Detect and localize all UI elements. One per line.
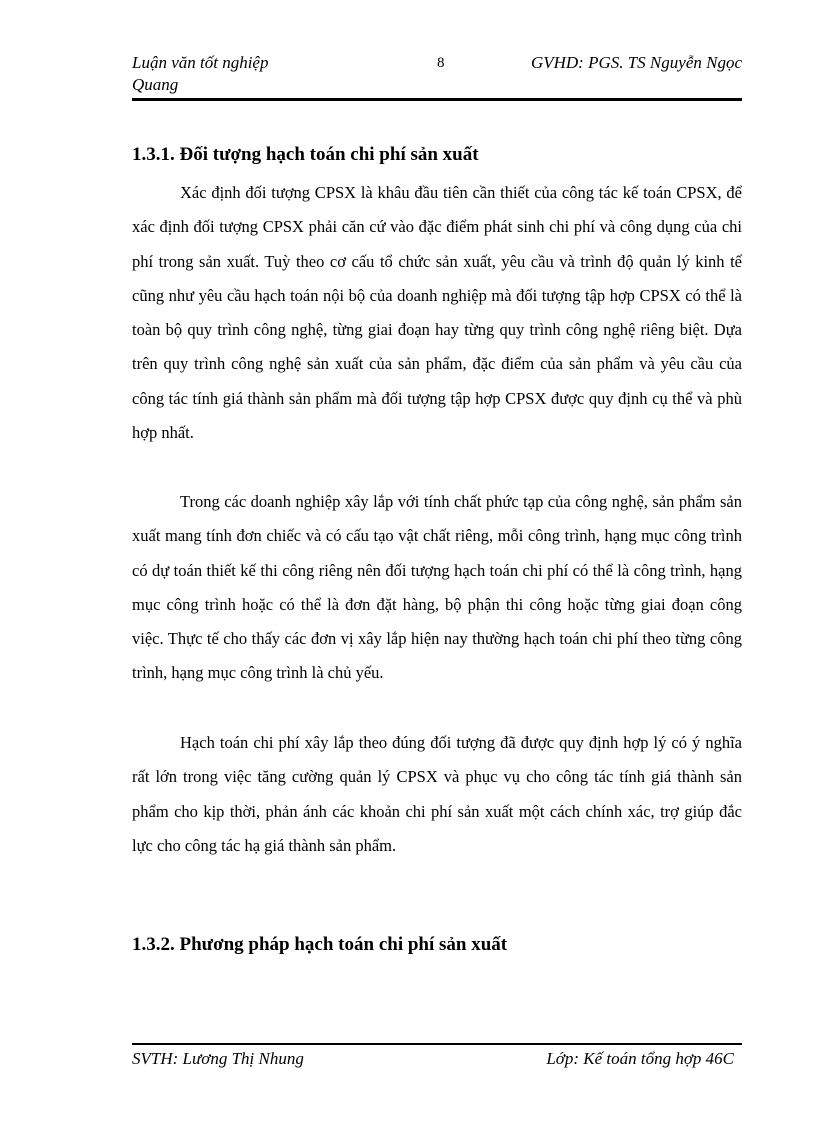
header-divider — [132, 98, 742, 101]
header-supervisor: GVHD: PGS. TS Nguyễn Ngọc — [530, 53, 742, 72]
section-heading-1-3-2: 1.3.2. Phương pháp hạch toán chi phí sản xuất — [132, 934, 508, 955]
body-paragraph: Trong các doanh nghiệp xây lắp với tính chất phức tạp của công nghệ, sản phẩm sản xuất mang tính đơn chiếc và có cấu tạo vật chất riêng, mỗi công trình, hạng mục công trình có dự toán thiết kế thi công riêng nên đối tượng hạch toán chi phí có thể là công trình, hạng mục công trình hoặc có thể là đơn đặt hàng, bộ phận thi công hoặc từng giai đoạn công việc. Thực tế cho thấy các đơn vị xây lắp hiện nay thường hạch toán chi phí theo từng công trình, hạng mục công trình là chủ yếu. — [132, 492, 742, 683]
footer-class: Lớp: Kế toán tổng hợp 46C — [546, 1049, 734, 1068]
header-thesis-title: Luận văn tốt nghiệp Quang — [132, 53, 269, 94]
footer-divider — [132, 1043, 742, 1045]
body-paragraph: Xác định đối tượng CPSX là khâu đầu tiên cần thiết của công tác kế toán CPSX, để xác định đối tượng CPSX phải căn cứ vào đặc điểm phát sinh chi phí và công dụng của chi phí trong sản xuất. Tuỳ theo cơ cấu tổ chức sản xuất, yêu cầu và trình độ quản lý kinh tế cũng như yêu cầu hạch toán nội bộ của doanh nghiệp mà đối tượng tập hợp CPSX có thể là toàn bộ quy trình công nghệ, từng giai đoạn hay từng quy trình công nghệ riêng biệt. Dựa trên quy trình công nghệ sản xuất của sản phẩm, đặc điểm của sản phẩm và yêu cầu của công tác tính giá thành sản phẩm mà đối tượng tập hợp CPSX được quy định cụ thể và phù hợp nhất. — [132, 183, 742, 443]
footer-student: SVTH: Lương Thị Nhung — [132, 1049, 304, 1068]
body-paragraph: Hạch toán chi phí xây lắp theo đúng đối tượng đã được quy định hợp lý có ý nghĩa rất lớn trong việc tăng cường quản lý CPSX và phục vụ cho công tác tính giá thành sản phẩm cho kịp thời, phản ánh các khoản chi phí sản xuất một cách chính xác, trợ giúp đắc lực cho công tác hạ giá thành sản phẩm. — [132, 733, 742, 855]
page-number: 8 — [437, 55, 445, 71]
section-heading-1-3-1: 1.3.1. Đối tượng hạch toán chi phí sản xuất — [132, 144, 479, 165]
